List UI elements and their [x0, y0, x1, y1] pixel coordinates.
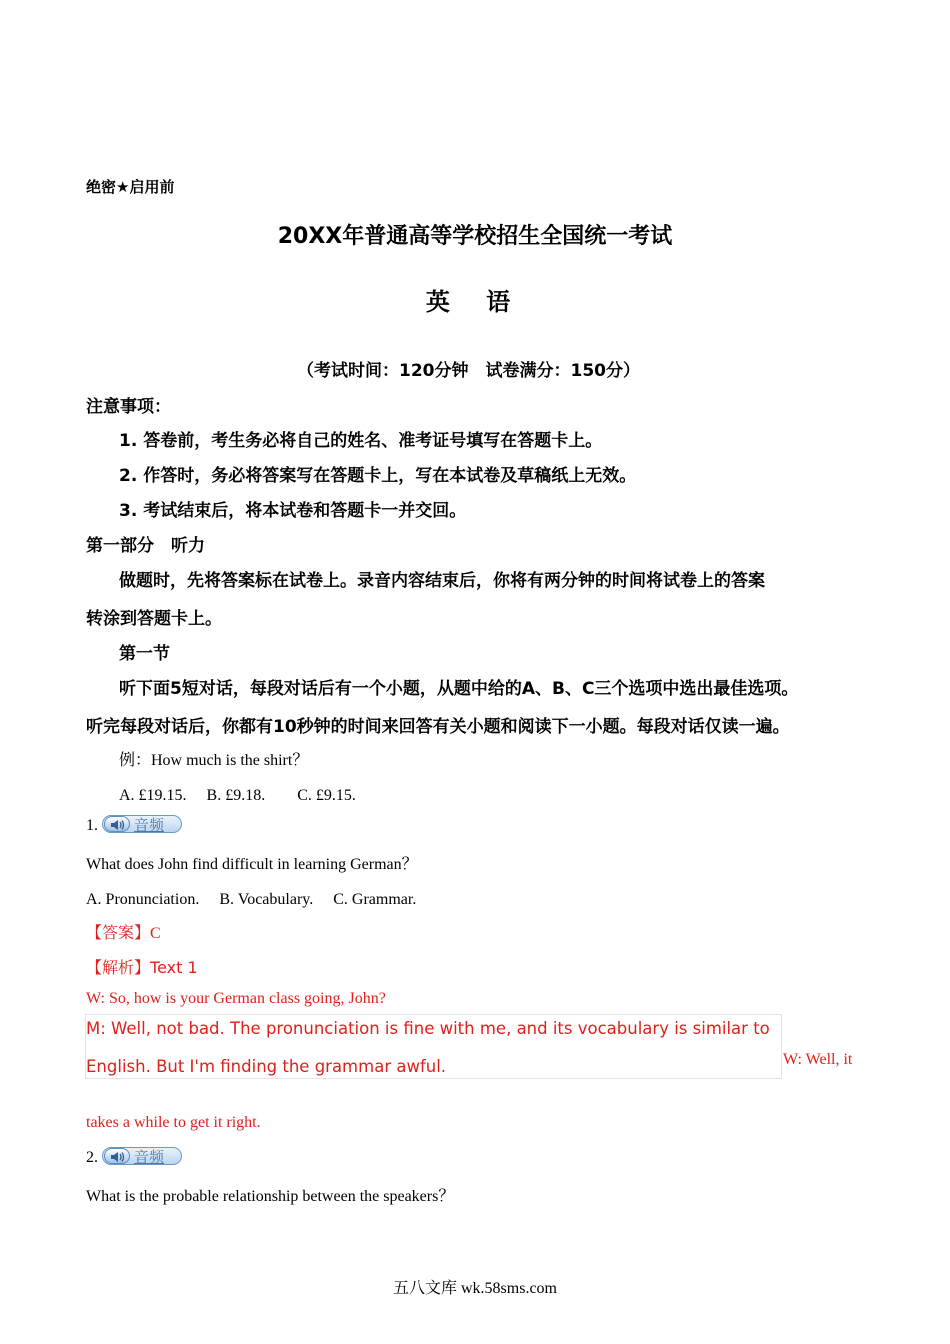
secret-label: 绝密★启用前 [86, 178, 175, 196]
transcript-line-4: takes a while to get it right. [86, 1114, 261, 1131]
speaker-icon [104, 816, 130, 832]
question-2-text: What is the probable relationship between the speakers？ [86, 1188, 455, 1205]
notice-item-3: 3. 考试结束后，将本试卷和答题卡一并交回。 [119, 501, 467, 521]
example-question: 例：How much is the shirt？ [119, 752, 309, 769]
transcript-line-3: English. But I'm finding the grammar awful. [86, 1057, 447, 1076]
notice-item-2: 2. 作答时，务必将答案写在答题卡上，写在本试卷及草稿纸上无效。 [119, 466, 637, 486]
question-1-number: 1. [86, 817, 98, 834]
question-1-audio-button[interactable] [102, 815, 182, 833]
transcript-line-3-tail: W: Well, it [783, 1051, 853, 1068]
question-2-audio-button[interactable] [102, 1147, 182, 1165]
question-1-row [86, 815, 182, 835]
question-2-number: 2. [86, 1149, 98, 1166]
example-options: A. £19.15. B. £9.18. C. £9.15. [119, 787, 356, 804]
transcript-line-2: M: Well, not bad. The pronunciation is fine with me, and its vocabulary is similar to [86, 1019, 770, 1038]
question-1-analysis [86, 955, 198, 978]
audio-link-label[interactable]: 音频 [134, 816, 165, 834]
transcript-line-1: W: So, how is your German class going, John? [86, 990, 386, 1007]
page-footer: 五八文库 wk.58sms.com [392, 1280, 557, 1297]
question-1-text: What does John find difficult in learning German？ [86, 856, 418, 873]
part-one-heading: 第一部分 听力 [86, 536, 205, 556]
section-one-line-1: 听下面5短对话，每段对话后有一个小题，从题中给的A、B、C三个选项中选出最佳选项。 [119, 679, 799, 699]
analysis-title: Text 1 [150, 958, 198, 977]
audio-link-label[interactable]: 音频 [134, 1148, 165, 1166]
part-one-intro-line-1: 做题时，先将答案标在试卷上。录音内容结束后，你将有两分钟的时间将试卷上的答案 [119, 571, 765, 591]
question-1-answer: 【答案】C [86, 925, 161, 942]
question-1-options: A. Pronunciation. B. Vocabulary. C. Grammar. [86, 891, 417, 908]
speaker-icon [104, 1148, 130, 1164]
section-one-line-2: 听完每段对话后，你都有10秒钟的时间来回答有关小题和阅读下一小题。每段对话仅读一遍。 [86, 717, 790, 737]
exam-title: 20XX年普通高等学校招生全国统一考试 [277, 224, 673, 249]
part-one-intro-line-2: 转涂到答题卡上。 [86, 609, 222, 629]
analysis-label: 【解析】 [86, 960, 151, 977]
exam-time-info: （考试时间：120分钟 试卷满分：150分） [297, 361, 640, 381]
question-2-row [86, 1147, 182, 1167]
section-one-heading: 第一节 [119, 644, 170, 664]
notice-item-1: 1. 答卷前，考生务必将自己的姓名、准考证号填写在答题卡上。 [119, 431, 603, 451]
notice-heading: 注意事项： [86, 397, 171, 417]
subject-title: 英 语 [425, 288, 525, 316]
